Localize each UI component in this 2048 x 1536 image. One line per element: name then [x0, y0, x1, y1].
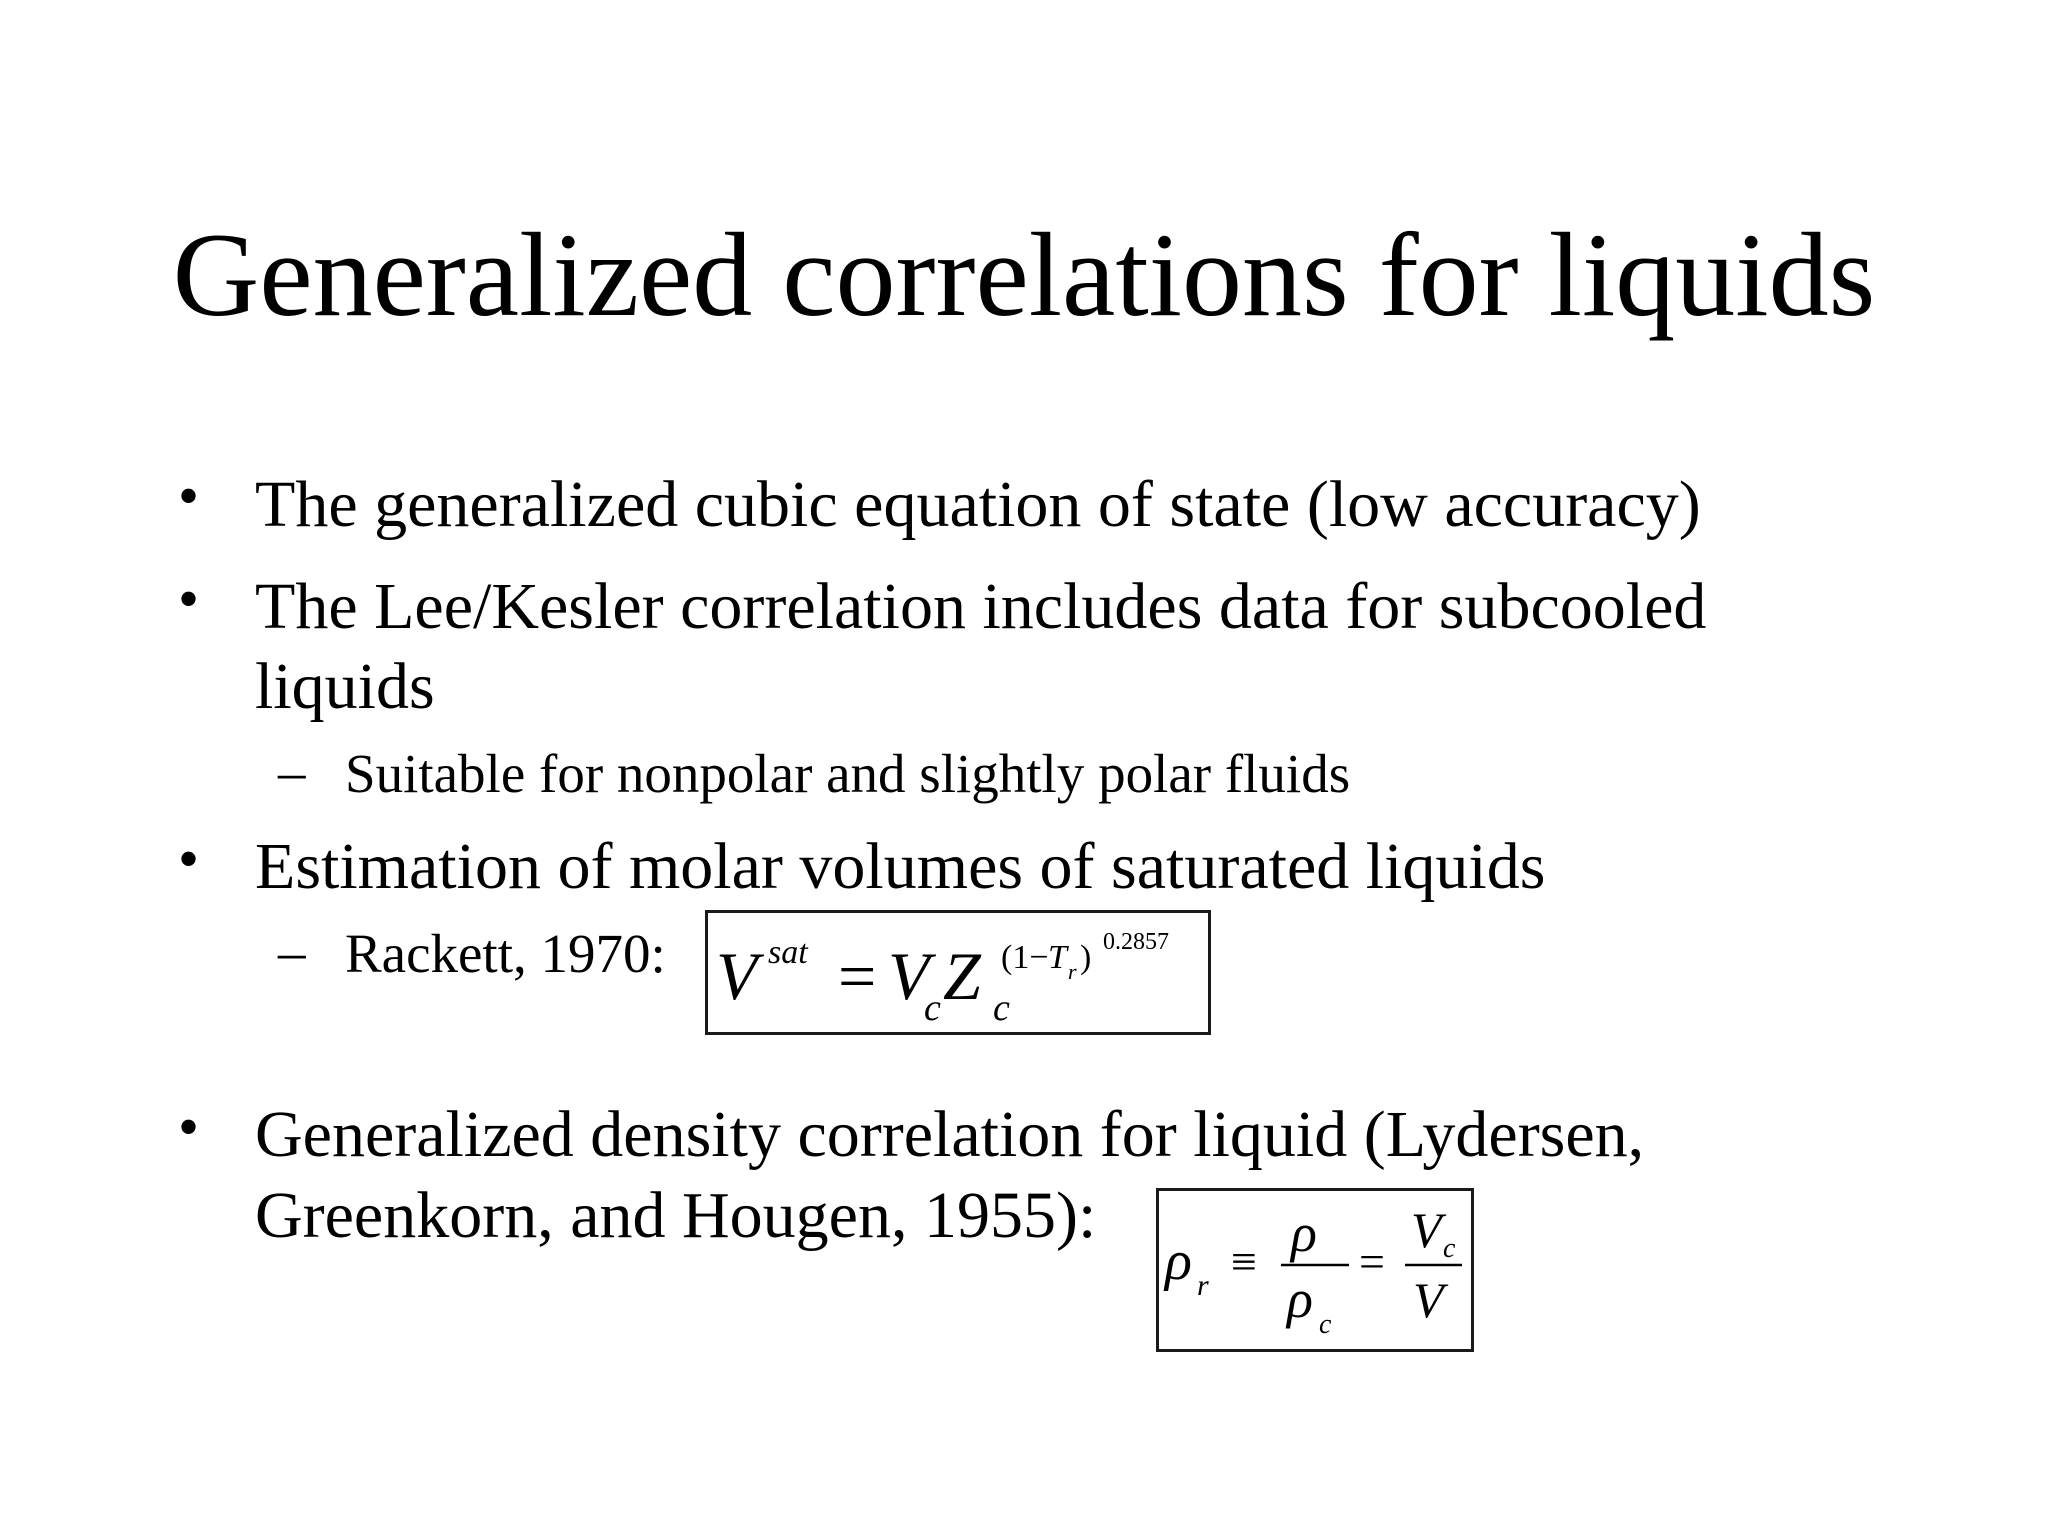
dash-icon: – — [278, 921, 306, 982]
bullet-3-text: Estimation of molar volumes of saturated liquids — [255, 830, 1546, 903]
eq-exponent-open: (1− — [1001, 939, 1049, 976]
eq-subscript-c: c — [924, 987, 941, 1029]
sub-bullet-2-text: Suitable for nonpolar and slightly polar fluids — [345, 743, 1351, 804]
eq-exponent-t: T — [1048, 939, 1067, 976]
rackett-equation-svg — [708, 913, 1208, 1032]
eq-denominator-rho: ρ — [1287, 1269, 1313, 1329]
bullet-icon: • — [178, 463, 200, 529]
eq-exponent-close: ) — [1080, 939, 1092, 976]
eq-equals: = — [838, 938, 877, 1014]
eq-denominator-v: V — [1413, 1272, 1444, 1328]
slide-title: Generalized correlations for liquids — [172, 208, 1876, 341]
bullet-2-text-line2: liquids — [255, 650, 435, 723]
bullet-1-text: The generalized cubic equation of state (low accuracy) — [255, 468, 1701, 541]
bullet-4-text-line2: Greenkorn, and Hougen, 1955): — [255, 1179, 1097, 1252]
eq-symbol-vc: V — [888, 938, 930, 1014]
eq-subscript-r: r — [1197, 1269, 1209, 1302]
eq-equiv: ≡ — [1231, 1236, 1257, 1287]
density-equation-svg — [1159, 1191, 1471, 1349]
eq-subscript-c: c — [1443, 1233, 1456, 1264]
bullet-4-text-line1: Generalized density correlation for liquid (Lydersen, — [255, 1098, 1645, 1171]
eq-numerator-rho: ρ — [1291, 1203, 1317, 1263]
eq-symbol-rho-r: ρ — [1165, 1230, 1192, 1292]
eq-numerator-vc: V — [1411, 1202, 1442, 1258]
sub-bullet-3-text: Rackett, 1970: — [345, 923, 666, 984]
bullet-icon: • — [178, 566, 200, 632]
bullet-icon: • — [178, 1094, 200, 1160]
density-equation — [1156, 1188, 1474, 1352]
bullet-icon: • — [178, 826, 200, 892]
rackett-equation — [705, 910, 1211, 1035]
eq-equals: = — [1359, 1236, 1385, 1287]
eq-symbol-zc: Z — [943, 938, 981, 1014]
eq-superscript-sat: sat — [768, 934, 808, 971]
dash-icon: – — [278, 741, 306, 802]
eq-exponent-power: 0.2857 — [1103, 929, 1169, 955]
bullet-2-text-line1: The Lee/Kesler correlation includes data for subcooled — [255, 570, 1707, 643]
eq-subscript-c: c — [1319, 1309, 1332, 1340]
eq-exponent-r: r — [1068, 959, 1077, 984]
eq-subscript-c: c — [993, 987, 1010, 1029]
eq-symbol-v-sat: V — [716, 938, 758, 1014]
